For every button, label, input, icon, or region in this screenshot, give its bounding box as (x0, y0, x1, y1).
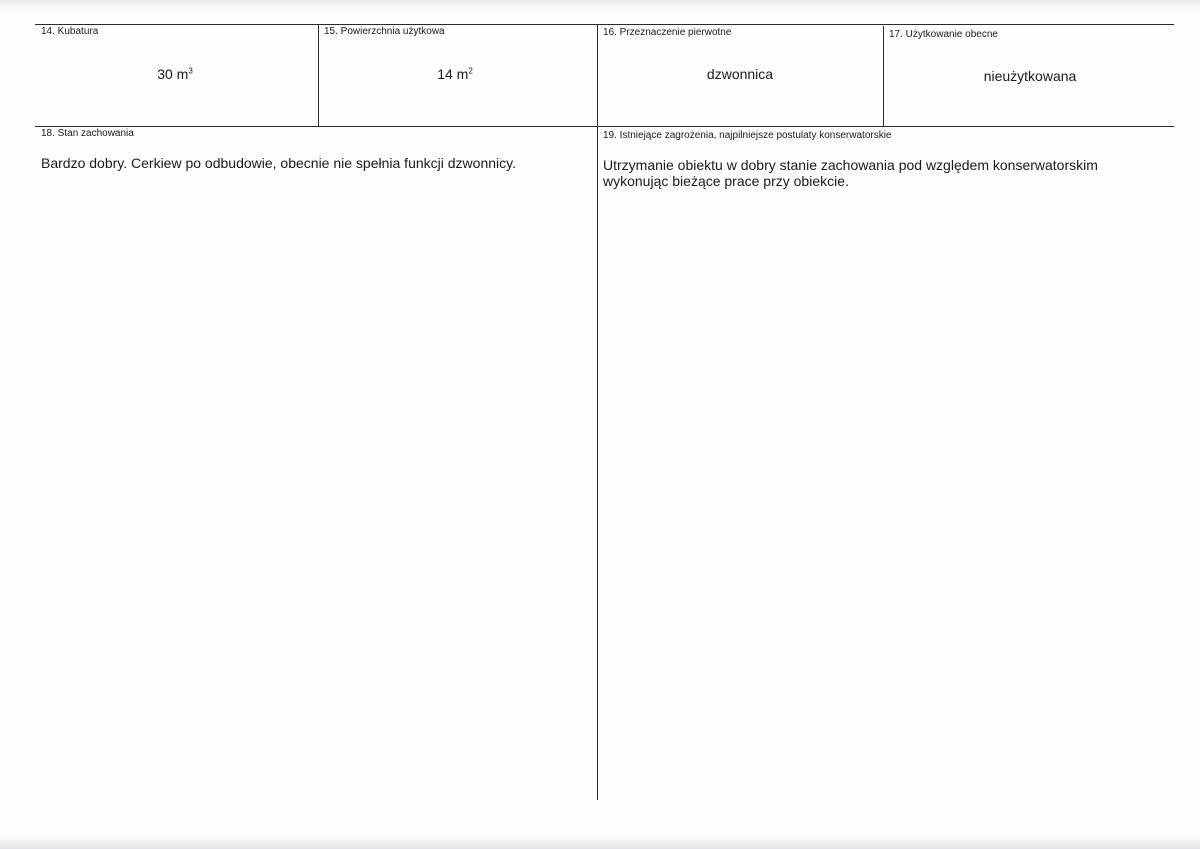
field-19-text-line-1: Utrzymanie obiektu w dobry stanie zachowania pod względem konserwatorskim (603, 157, 1098, 173)
field-17-value: nieużytkowana (983, 68, 1077, 84)
field-19-text (603, 157, 1163, 189)
row1-top-rule (35, 24, 1174, 25)
field-16-label: 16. Przeznaczenie pierwotne (603, 27, 732, 38)
field-14-label: 14. Kubatura (41, 26, 99, 37)
scan-top-edge (0, 0, 1200, 10)
scan-bottom-edge (0, 836, 1200, 849)
field-14-value: 30 $m^3$ (157, 66, 193, 82)
field-19-label: 19. Istniejące zagrożenia, najpilniejsze postulaty konserwatorskie (603, 130, 892, 141)
field-19-text-line-2: wykonując bieżące prace przy obiekcie. (603, 173, 849, 189)
col-divider-1 (318, 24, 319, 126)
field-18-label: 18. Stan zachowania (41, 128, 134, 139)
field-16-value: dzwonnica (706, 66, 774, 82)
field-17-label: 17. Użytkowanie obecne (889, 29, 998, 40)
field-15-value: 14 $m^2$ (437, 66, 473, 82)
field-18-text: Bardzo dobry. Cerkiew po odbudowie, obecnie nie spełnia funkcji dzwonnicy. (41, 155, 516, 171)
col-divider-3 (883, 26, 884, 127)
col-divider-center (597, 24, 598, 800)
row2-top-rule (35, 126, 1174, 127)
field-15-label: 15. Powierzchnia użytkowa (324, 26, 445, 37)
